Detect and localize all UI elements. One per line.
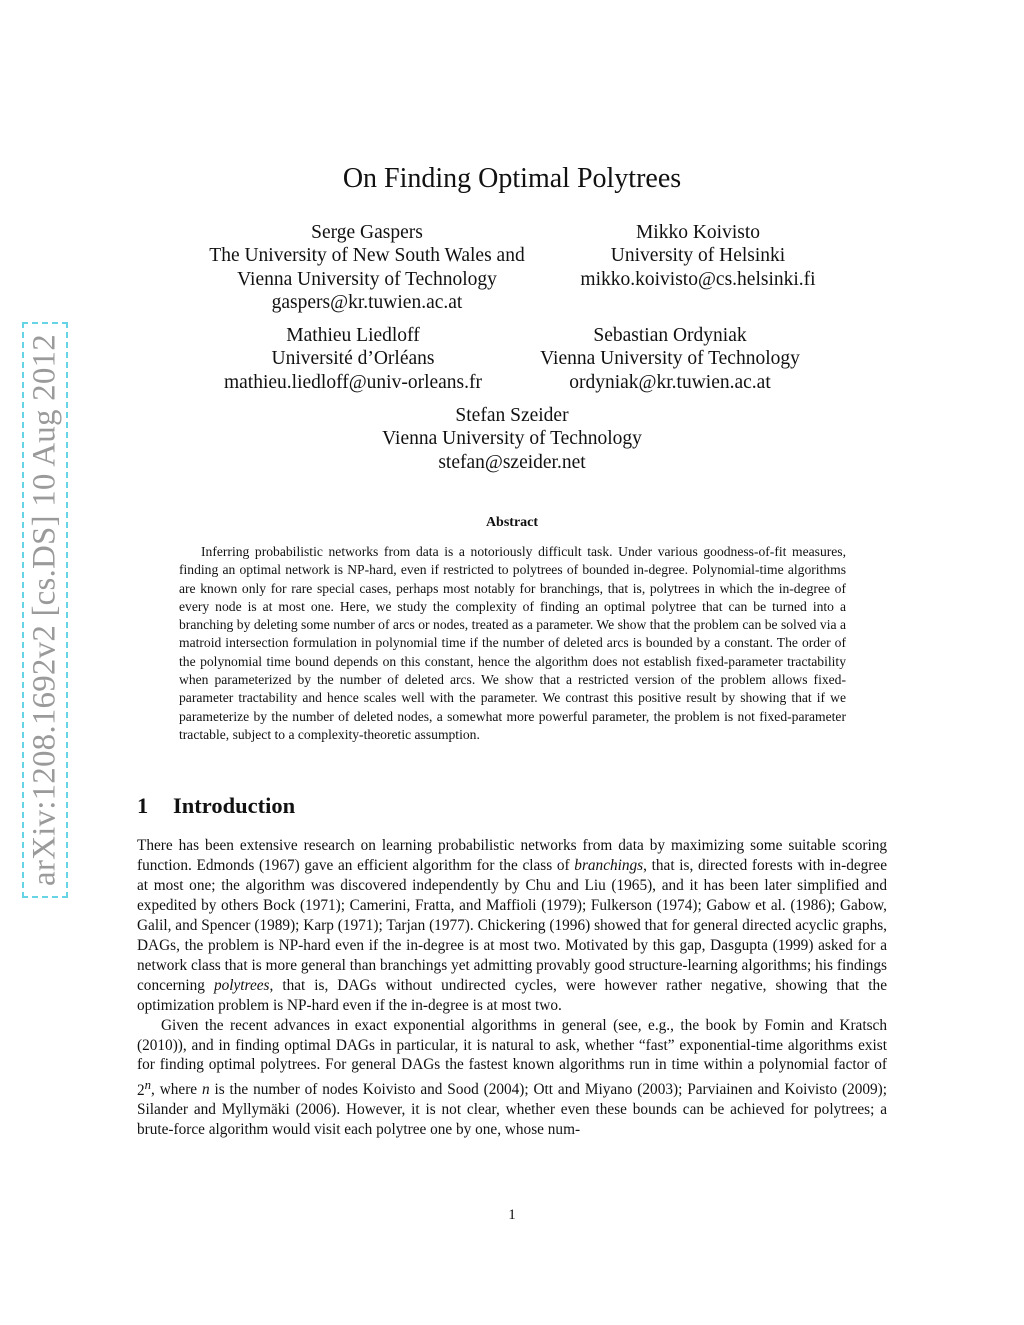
math-expression — [137, 1077, 152, 1099]
paragraph-text: , where — [151, 1081, 202, 1099]
paper-title: On Finding Optimal Polytrees — [342, 163, 682, 194]
author-block-liedloff — [224, 324, 482, 394]
author-email: gaspers@kr.tuwien.ac.at — [271, 291, 463, 313]
arxiv-identifier-stamp — [22, 322, 68, 898]
section-title: Introduction — [173, 793, 296, 818]
paragraph-text: There has been extensive research on learning probabilistic networks from data by maximizing some suitable scoring function. Edmonds (1967) gave an efficient algorithm for the class of — [137, 837, 887, 874]
math-base: 2 — [137, 1081, 145, 1099]
author-block-gaspers — [209, 221, 524, 314]
paragraph — [137, 836, 887, 1016]
math-exponent: n — [144, 1077, 152, 1092]
author-block-koivisto — [580, 221, 815, 291]
arxiv-identifier-text: arXiv:1208.1692v2 [cs.DS] 10 Aug 2012 — [26, 334, 63, 886]
author-email: mathieu.liedloff@univ-orleans.fr — [223, 371, 483, 393]
paragraph-text: , that is, directed forests with in-degree at most one; the algorithm was discovered independently by Chu and Liu (1965), and it has been later simplified and expedited by others Bock (1971); Camerini, Fratta, and Maffioli (1979); Fulkerson (1974); Gabow et al. (1986); Gabow, Galil, and Spencer (1989); Karp (1971); Tarjan (1977). Chickering (1996) showed that for general directed acyclic graphs, DAGs, the problem is NP-hard even if the in-degree is at most two. Motivated by this gap, Dasgupta (1999) asked for a network class that is more general than branchings yet admitting provably good structure-learning algorithms; his findings concerning — [137, 856, 887, 994]
author-affiliation: Vienna University of Technology — [382, 428, 642, 450]
math-variable: n — [201, 1081, 210, 1099]
paragraph-text: Given the recent advances in exact exponential algorithms in general (see, e.g., the book by Fomin and Kratsch (2010)), and in finding optimal DAGs in particular, it is natural to ask, whether “fast” exponential-time algorithms exist for finding optimal polytrees. For general DAGs the fastest known algorithms run in time within a polynomial factor of — [137, 1016, 887, 1074]
author-name: Stefan Szeider — [455, 405, 569, 426]
author-affiliation: Université d’Orléans — [271, 348, 435, 370]
author-affiliation: Vienna University of Technology — [237, 268, 497, 290]
body-text — [137, 836, 887, 1140]
paragraph-text: is the number of nodes Koivisto and Sood (2004); Ott and Miyano (2003); Parviainen and Koivisto (2009); Silander and Myllymäki (2006). However, it is not clear, whether even these bounds can be achieved for polytrees; a brute-force algorithm would visit each polytree one by one, whose num- — [137, 1081, 888, 1139]
paragraph-text: , that is, DAGs without undirected cycles, were however rather negative, showing that the optimization problem is NP-hard even if the in-degree is at most two. — [137, 976, 887, 1014]
author-affiliation: The University of New South Wales and — [209, 245, 525, 267]
section-number: 1 — [137, 793, 149, 818]
author-name: Mikko Koivisto — [635, 222, 761, 243]
author-affiliation: University of Helsinki — [610, 245, 786, 267]
abstract-text: Inferring probabilistic networks from data is a notoriously difficult task. Under various goodness-of-fit measures, finding an optimal network is NP-hard, even if restricted to polytrees of bounded in-degree. Polynomial-time algorithms are known only for rare special cases, perhaps most notably for branchings, that is, polytrees in which the in-degree of every node is at most one. Here, we study the complexity of finding an optimal polytree that can be turned into a branching by deleting some number of arcs or nodes, treated as a parameter. We show that the problem can be solved via a matroid intersection formulation in polynomial time if the number of deleted arcs is bounded by a constant. The order of the polynomial time bound depends on this constant, hence the algorithm does not establish fixed-parameter tractability when parameterized by the number of deleted arcs. We show that a restricted version of the problem allows fixed-parameter tractability and hence scales well with the parameter. We contrast this positive result by showing that if we parameterize by the number of deleted nodes, a somewhat more powerful parameter, the problem is not fixed-parameter tractable, subject to a complexity-theoretic assumption. — [179, 544, 846, 742]
emphasized-term: branchings — [574, 856, 644, 874]
section-heading — [137, 793, 295, 819]
emphasized-term: polytrees — [213, 976, 270, 994]
author-name: Mathieu Liedloff — [286, 325, 420, 346]
abstract-heading: Abstract — [485, 515, 539, 530]
author-email: ordyniak@kr.tuwien.ac.at — [569, 371, 771, 393]
author-block-szeider — [382, 404, 642, 474]
author-email: stefan@szeider.net — [438, 451, 586, 473]
page-number: 1 — [508, 1207, 516, 1223]
author-block-ordyniak — [540, 324, 800, 394]
author-affiliation: Vienna University of Technology — [540, 348, 800, 370]
author-email: mikko.koivisto@cs.helsinki.fi — [580, 268, 816, 290]
paragraph — [137, 1016, 887, 1141]
author-name: Sebastian Ordyniak — [593, 325, 747, 346]
author-name: Serge Gaspers — [311, 222, 423, 243]
